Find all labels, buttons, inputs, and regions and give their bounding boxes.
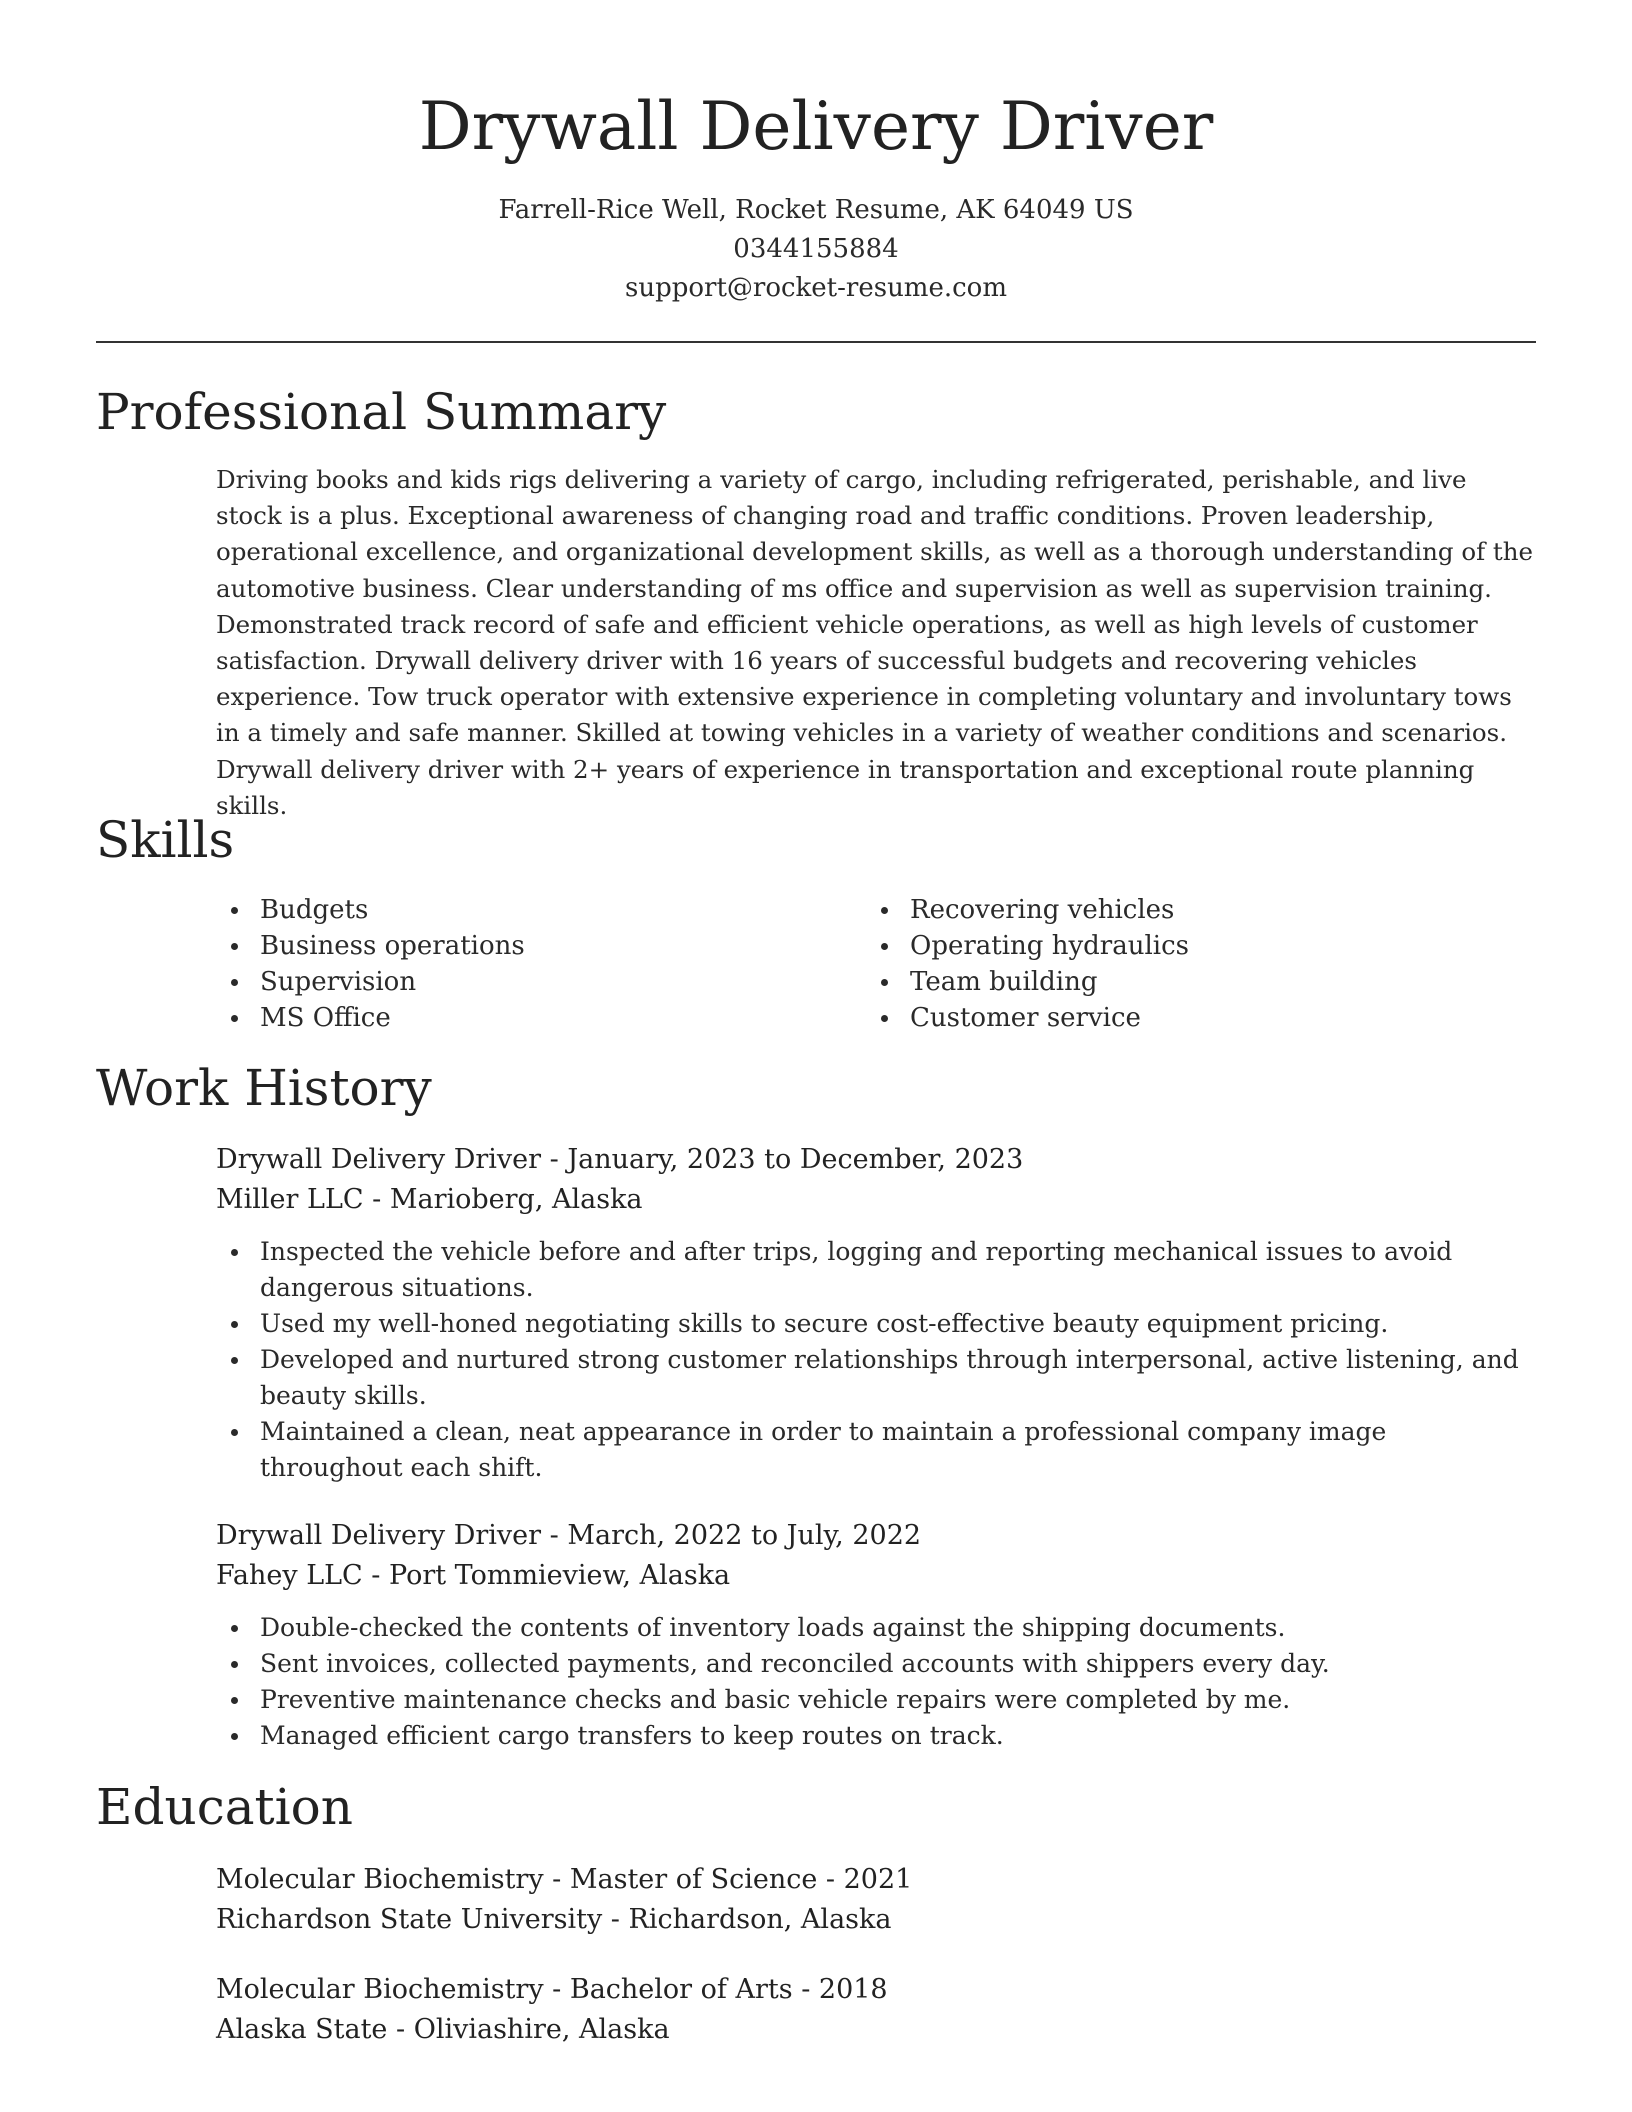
skill-item: MS Office bbox=[216, 1000, 816, 1036]
job-bullets bbox=[216, 1610, 1526, 1754]
job-bullet: Maintained a clean, neat appearance in order to maintain a professional company image throughout each shift. bbox=[216, 1414, 1526, 1486]
skill-item: Team building bbox=[866, 964, 1506, 1000]
section-title-education: Education bbox=[96, 1778, 353, 1836]
education-degree: Molecular Biochemistry - Bachelor of Arts - 2018 bbox=[216, 1974, 888, 2005]
job-title-dates: Drywall Delivery Driver - March, 2022 to July, 2022 bbox=[216, 1520, 922, 1551]
contact-phone: 0344155884 bbox=[733, 234, 899, 264]
skill-item: Budgets bbox=[216, 892, 816, 928]
job-bullet: Inspected the vehicle before and after trips, logging and reporting mechanical issues to avoid dangerous situations. bbox=[216, 1234, 1526, 1306]
contact-address: Farrell-Rice Well, Rocket Resume, AK 64049 US bbox=[498, 195, 1134, 225]
skill-item: Customer service bbox=[866, 1000, 1506, 1036]
skills-list-left bbox=[216, 892, 816, 1036]
section-title-skills: Skills bbox=[96, 811, 235, 869]
contact-block bbox=[0, 191, 1632, 308]
skill-item: Supervision bbox=[216, 964, 816, 1000]
job-bullet: Managed efficient cargo transfers to keep routes on track. bbox=[216, 1718, 1526, 1754]
header-divider bbox=[96, 341, 1536, 343]
summary-text: Driving books and kids rigs delivering a variety of cargo, including refrigerated, perishable, and live stock is a plus. Exceptional awareness of changing road and traffic conditions. Proven leadership, operational excellence, and organizational development skills, as well as a thorough understanding of the automotive business. Clear understanding of ms office and supervision as well as supervision training. Demonstrated track record of safe and efficient vehicle operations, as well as high levels of customer satisfaction. Drywall delivery driver with 16 years of successful budgets and recovering vehicles experience. Tow truck operator with extensive experience in completing voluntary and involuntary tows in a timely and safe manner. Skilled at towing vehicles in a variety of weather conditions and scenarios. Drywall delivery driver with 2+ years of experience in transportation and exceptional route planning skills. bbox=[216, 465, 1534, 820]
contact-email: support@rocket-resume.com bbox=[624, 273, 1007, 303]
education-degree: Molecular Biochemistry - Master of Science - 2021 bbox=[216, 1864, 913, 1895]
education-school: Alaska State - Oliviashire, Alaska bbox=[216, 2014, 670, 2045]
job-bullet: Developed and nurtured strong customer relationships through interpersonal, active listening, and beauty skills. bbox=[216, 1342, 1526, 1414]
section-title-work-history: Work History bbox=[96, 1059, 432, 1117]
skills-list-right bbox=[866, 892, 1506, 1036]
skill-item: Recovering vehicles bbox=[866, 892, 1506, 928]
skill-item: Business operations bbox=[216, 928, 816, 964]
education-school: Richardson State University - Richardson, Alaska bbox=[216, 1904, 892, 1935]
job-bullets bbox=[216, 1234, 1526, 1486]
education-entry bbox=[216, 1860, 1536, 1940]
job-title-dates: Drywall Delivery Driver - January, 2023 to December, 2023 bbox=[216, 1144, 1024, 1175]
section-title-summary: Professional Summary bbox=[96, 383, 667, 441]
job-header bbox=[216, 1516, 1536, 1596]
job-company-location: Fahey LLC - Port Tommieview, Alaska bbox=[216, 1560, 731, 1591]
job-bullet: Double-checked the contents of inventory loads against the shipping documents. bbox=[216, 1610, 1526, 1646]
job-bullet: Preventive maintenance checks and basic vehicle repairs were completed by me. bbox=[216, 1682, 1526, 1718]
job-bullet: Sent invoices, collected payments, and reconciled accounts with shippers every day. bbox=[216, 1646, 1526, 1682]
resume-name: Drywall Delivery Driver bbox=[418, 88, 1214, 165]
skill-item: Operating hydraulics bbox=[866, 928, 1506, 964]
job-header bbox=[216, 1140, 1536, 1220]
education-entry bbox=[216, 1970, 1536, 2050]
job-company-location: Miller LLC - Marioberg, Alaska bbox=[216, 1184, 643, 1215]
job-bullet: Used my well-honed negotiating skills to secure cost-effective beauty equipment pricing. bbox=[216, 1306, 1526, 1342]
